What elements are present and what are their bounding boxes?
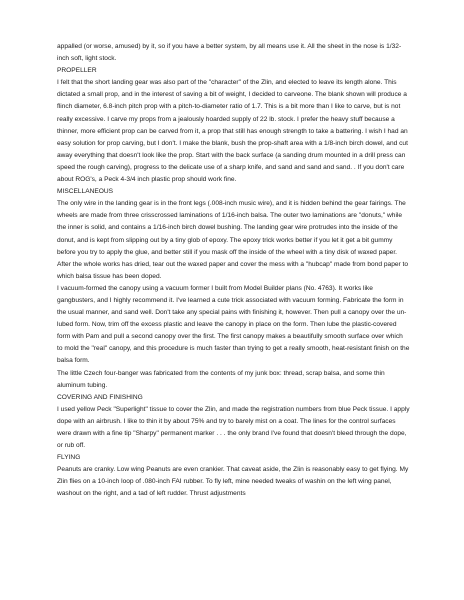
heading-flying: FLYING [57,454,81,462]
heading-propeller: PROPELLER [57,67,97,75]
paragraph-landing-gear: The only wire in the landing gear is in the front legs (.008-inch music wire), and it is hidden behind the gear fairings. The wheels are made from three crisscrossed laminations of 1/16-inch balsa. The outer two laminations are "donuts," while the inner is solid, and contains a 1/16-inch birch dowel bushing. The landing gear wire protrudes into the inside of the donut, and is kept from slipping out by a tiny glob of epoxy. The epoxy trick works better if you let it get a bit gummy before you try to apply the glue, and better still if you mask off the inside of the wheel with a tiny disk of waxed paper. After the whole works has dried, tear out the waxed paper and cover the mess with a "hubcap" made from bond paper to which balsa tissue has been doped. [57,200,409,280]
paragraph-engine: The little Czech four-banger was fabricated from the contents of my junk box: thread, scrap balsa, and some thin aluminum tubing. [57,369,385,389]
paragraph-flying: Peanuts are cranky. Low wing Peanuts are even crankier. That caveat aside, the Zlin is reasonably easy to get flying. My Zlin flies on a 10-inch loop of .080-inch FAI rubber. To fly left, mine needed tweaks of washin on the left wing panel, washout on the right, and a tad of left rudder. Thrust adjustments [57,466,409,498]
heading-covering-finishing: COVERING AND FINISHING [57,393,143,401]
paragraph-covering: I used yellow Peck "Superlight" tissue to cover the Zlin, and made the registration numbers from blue Peck tissue. I apply dope with an airbrush. I like to thin it by about 75% and try to barely mist on a coat. The lines for the control surfaces were drawn with a fine tip "Sharpy" permanent marker . . . the only brand I've found that doesn't bleed through the dope, or rub off. [57,405,410,450]
heading-miscellaneous: MISCELLANEOUS [57,188,114,196]
paragraph-canopy: I vacuum-formed the canopy using a vacuum former I built from Model Builder plans (No. 4763). It works like gangbusters, and I highly recommend it. I've learned a cute trick associated with vacuum forming. Fabricate the form in the usual manner, and sand well. Don't take any special pains with finishing it, however. Then pull a canopy over the un-lubed form. Now, trim off the excess plastic and leave the canopy in place on the form. Then lube the plastic-covered form with Pam and pull a second canopy over the first. The first canopy makes a beautifully smooth surface over which to mold the "real" canopy, and this procedure is much faster than trying to get a really smooth, heat-resistant finish on the balsa form. [57,284,410,365]
paragraph-nose-sheet: appalled (or worse, amused) by it, so if you have a better system, by all means use it. All the sheet in the nose is 1/32-inch soft, light stock. [57,43,402,63]
paragraph-propeller: I felt that the short landing gear was also part of the "character" of the Zlin, and elected to leave its length alone. This dictated a small prop, and in the interest of saving a bit of weight, I decided to carveone. The blank shown will produce a flinch diameter, 6.8-inch pitch prop with a pitch-to-diameter ratio of 1.7. This is a bit more than I like to carve, but is not really excessive. I carve my props from a jealously hoarded supply of 22 lb. stock. I prefer the heavy stuff because a thinner, more efficient prop can be carved from it, a prop that still has enough strength to take a battering. I wish I had an easy solution for prop carving, but I don't. I make the blank, bush the prop-shaft area with a 1/8-inch birch dowel, and cut away everything that doesn't look like the prop. Start with the back surface (a sanding drum mounted in a drill press can speed the rough carving), progress to the delicate use of a sharp knife, and sand and sand and sand. . If you don't care about ROG's, a Peck 4-3/4 inch plastic prop should work fine. [57,79,408,184]
